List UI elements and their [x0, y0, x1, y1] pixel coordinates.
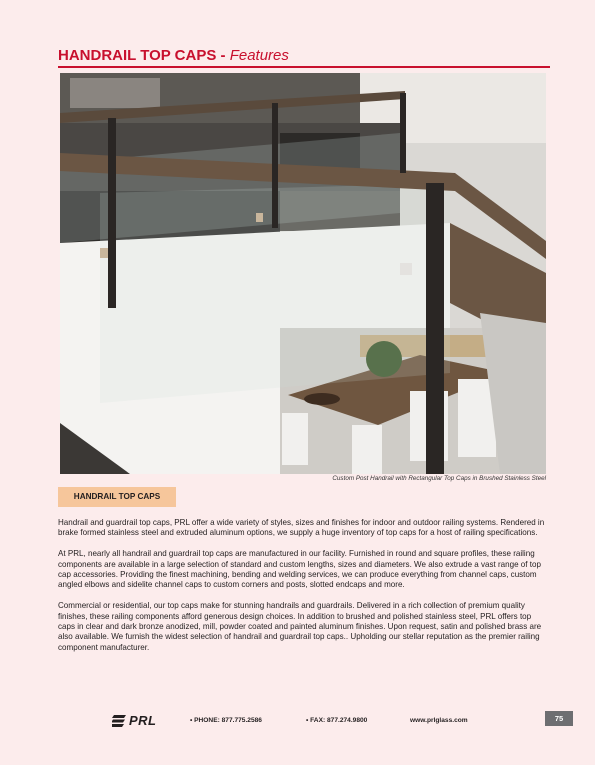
page-title-subtitle: Features	[229, 47, 289, 64]
page-title-separator: -	[216, 47, 230, 64]
prl-logo	[112, 713, 157, 728]
footer-website-link[interactable]: www.prlglass.com	[410, 717, 468, 724]
footer-fax: • FAX: 877.274.9800	[306, 717, 368, 724]
section-label: HANDRAIL TOP CAPS	[58, 487, 176, 507]
body-text	[58, 518, 550, 664]
handrail-photo	[60, 73, 546, 474]
body-paragraph: Commercial or residential, our top caps make for stunning handrails and guardrails. Delivered in a rich collection of premium quality finishes, these railing components afford generous design choices. In addition to brushed and polished stainless steel, PRL offers top caps in clear and dark bronze anodized, mill, powder coated and painted aluminum finishes. Upon request, satin and polished brass are also available. We furnish the widest selection of handrail and guardrail top caps.. Upholding our stellar reputation as the premier railing component manufacturer.	[58, 601, 542, 652]
body-paragraph: At PRL, nearly all handrail and guardrail top caps are manufactured in our facility. Furnished in round and square profiles, these railing components are available in a large selection of standard and custom lengths, sizes and diameters. We also extrude a vast range of top cap accessories. Providing the finest machining, bending and welding services, we can produce everything from channel caps, custom angled elbows and sidelite channel caps to custom corners and posts, slotted endcaps and more.	[58, 549, 541, 590]
prl-logo-text: PRL	[129, 713, 157, 728]
prl-logo-icon	[112, 715, 126, 727]
photo-caption: Custom Post Handrail with Rectangular Top Caps in Brushed Stainless Steel	[332, 475, 546, 482]
body-paragraph: Handrail and guardrail top caps, PRL offer a wide variety of styles, sizes and finishes for indoor and outdoor railing systems. Rendered in brake formed stainless steel and extruded aluminum options, we supply a huge inventory of top caps for a host of railing specifications.	[58, 518, 545, 538]
page-footer	[0, 706, 595, 736]
header-rule	[58, 66, 550, 68]
page-number: 75	[545, 711, 573, 726]
footer-phone: • PHONE: 877.775.2586	[190, 717, 262, 724]
page-title	[58, 47, 550, 64]
handrail-photo-illustration	[60, 73, 546, 474]
page-title-main: HANDRAIL TOP CAPS	[58, 47, 217, 64]
